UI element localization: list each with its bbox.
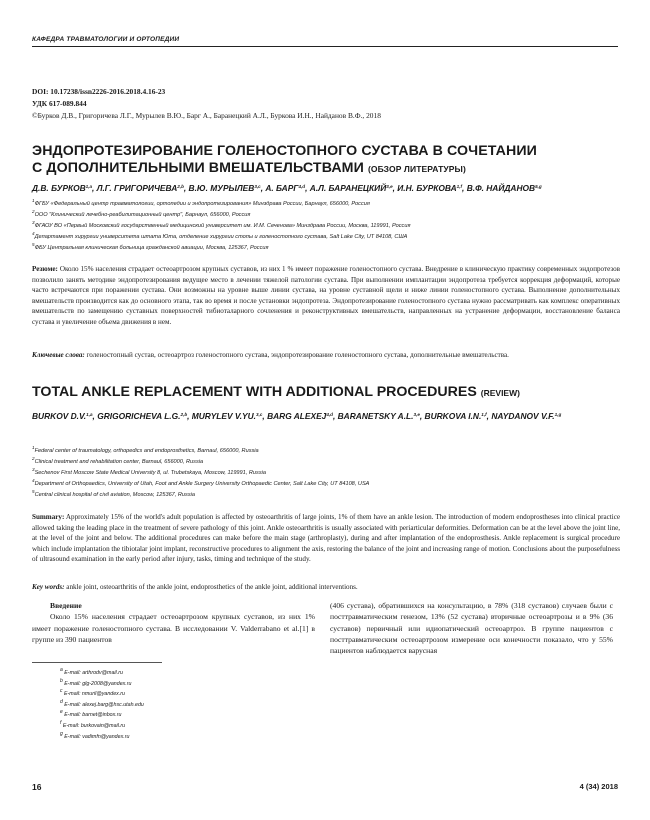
footnote: $^f$ E-mail: burkovain@mail.ru bbox=[60, 719, 126, 729]
abstract-ru-text: Около 15% населения страдает остеоартрозом крупных суставов, из них 1 % имеет поражение голеностопного сустава. Внедрение в клиническую практику современных эндопротезов позволило занять методике эндопротезирования ведущее место в лечении тяжелой патологии сустава. При выполнении имплантации эндопротеза требуется коррекция деформаций, которые часто встречаются при поражении сустава. Они возможны на уровне выше линии сустава, на уровне суставной щели и ниже линии голеностопного сустава. Выполнение дополнительных вмешательств производится как до основного этапа, так во время и после установки эндопротеза. Эндопротезирование голеностопного сустава нужно рассматривать как комплекс оперативных вмешательств по замещению суставных поверхностей тибиоталарного сочленения и реконструктивных вмешательств, направленных на устранение деформации, восстановление баланса сустава и увеличение объема движения в нем. bbox=[32, 265, 620, 326]
affiliation: $^4$Department of Orthopaedics, University of Utah, Foot and Ankle Surgery University Orthopaedic Center, Salt Lake City, UT 84108, USA bbox=[32, 478, 370, 487]
title-russian bbox=[32, 143, 617, 178]
affiliation: $^2$Clinical treatment and rehabilitation center, Barnaul, 656000, Russia bbox=[32, 456, 204, 465]
footnotes bbox=[60, 668, 144, 742]
email-link[interactable]: E-mail: barnet@inbox.ru bbox=[64, 712, 122, 719]
author: А.Л. БАРАНЕЦКИЙ$^{3,e}$, bbox=[309, 183, 395, 193]
abstract-english bbox=[32, 512, 620, 565]
affiliation: $^2$ООО "Клинический лечебно-реабилитационный центр", Барнаул, 656000, Россия bbox=[32, 209, 251, 218]
author: BARG ALEXEJ$^{4,d}$, bbox=[267, 411, 336, 421]
keywords-en-text: ankle joint, osteoarthritis of the ankle joint, endoprosthetics of the ankle joint, additional interventions. bbox=[66, 583, 358, 591]
abstract-ru-label: Резюме: bbox=[32, 265, 58, 273]
title-en-main: TOTAL ANKLE REPLACEMENT WITH ADDITIONAL PROCEDURES bbox=[32, 384, 477, 400]
footnote: $^e$ E-mail: barnet@inbox.ru bbox=[60, 709, 122, 719]
email-link[interactable]: E-mail: alexej.barg@hsc.utah.edu bbox=[64, 701, 144, 708]
affiliation: $^1$Federal center of traumatology, orthopedics and endoprosthetics, Barnaul, 656000, Russia bbox=[32, 445, 259, 454]
udk: УДК 617-089.844 bbox=[32, 99, 87, 109]
email-link[interactable]: E-mail: vadimfn@yandex.ru bbox=[64, 733, 130, 740]
affiliation: $^3$Sechenov First Moscow State Medical University 8, ul. Trubetskaya, Moscow, 119991, Russia bbox=[32, 467, 266, 476]
footnote: $^d$ E-mail: alexej.barg@hsc.utah.edu bbox=[60, 698, 144, 708]
title-en-subtitle: (REVIEW) bbox=[480, 388, 520, 398]
author: И.Н. БУРКОВА$^{1,f}$, bbox=[397, 183, 465, 193]
title-ru-subtitle: (ОБЗОР ЛИТЕРАТУРЫ) bbox=[367, 164, 466, 174]
author: MURYLEV V.YU.$^{3,c}$, bbox=[191, 411, 265, 421]
article-meta bbox=[32, 86, 381, 123]
keywords-ru-label: Ключевые слова: bbox=[32, 351, 85, 359]
footnote: $^c$ E-mail: nmuril@yandex.ru bbox=[60, 688, 125, 698]
affiliation: $^5$Central clinical hospital of civil aviation, Moscow, 125367, Russia bbox=[32, 489, 195, 498]
email-link[interactable]: E-mail: burkovain@mail.ru bbox=[62, 722, 126, 729]
issue-label: 4 (34) 2018 bbox=[579, 782, 618, 791]
summary-label: Summary: bbox=[32, 513, 65, 521]
keywords-en-label: Key words: bbox=[32, 583, 65, 591]
footnote: $^b$ E-mail: glg-2008@yandex.ru bbox=[60, 677, 132, 687]
title-ru-line1: ЭНДОПРОТЕЗИРОВАНИЕ ГОЛЕНОСТОПНОГО СУСТАВА В СОЧЕТАНИИ bbox=[32, 143, 537, 159]
journal-section-label: КАФЕДРА ТРАВМАТОЛОГИИ И ОРТОПЕДИИ bbox=[32, 36, 180, 43]
affiliation: $^3$ФГАОУ ВО «Первый Московский государственный медицинский университет им. И.М. Сеченова» Минздрава России, Москва, 119991, Россия bbox=[32, 220, 411, 229]
author: BURKOV D.V.$^{1,a}$, bbox=[32, 411, 95, 421]
keywords-ru-text: голеностопный сустав, остеоартроз голеностопного сустава, эндопротезирование голеностопного сустава, дополнительные вмешательства. bbox=[86, 351, 509, 359]
summary-text: Approximately 15% of the world's adult population is affected by osteoarthritis of large joints, 1% of them have an ankle lesion. The introduction of modern endoprostheses into clinical practice allowed taking the leading place in the treatment of severe pathology of this joint. Ankle osteoarthritis is usually associated with periarticular deformities. Deformation can be at the level above the joint line, at the level of the joint and below. The additional procedures can make before the main stage (arthroplasty), during and after implantation of the endoprosthesis. Ankle replacement is surgical procedure which include implantation the tibiotalar joint implant, reconstructive procedures to alignment the axis, restoring the balance of the joint and increasing range of motion. Conclusions about the purposefulness of ultrasound examination in the early period after injury, tasks, timing and technique of the study. bbox=[32, 513, 620, 564]
keywords-english bbox=[32, 582, 620, 593]
author: А. БАРГ$^{4,d}$, bbox=[265, 183, 308, 193]
authors-english bbox=[32, 410, 622, 423]
affiliation: $^5$ФБУ Центральная клиническая больница гражданской авиации, Москва, 125367, Россия bbox=[32, 242, 269, 251]
keywords-russian bbox=[32, 350, 620, 361]
page-number: 16 bbox=[32, 782, 42, 792]
footnote: $^a$ E-mail: arthrodv@mail.ru bbox=[60, 667, 123, 676]
header-divider bbox=[32, 46, 618, 47]
email-link[interactable]: E-mail: glg-2008@yandex.ru bbox=[64, 680, 132, 687]
doi: DOI: 10.17238/issn2226-2016.2018.4.16-23 bbox=[32, 87, 166, 96]
author: Д.В. БУРКОВ$^{1,a}$, bbox=[32, 183, 95, 193]
author: NAYDANOV V.F.$^{1,g}$ bbox=[491, 411, 562, 421]
author: Л.Г. ГРИГОРИЧЕВА$^{2,b}$, bbox=[96, 183, 187, 193]
affiliation: $^1$ФГБУ «Федеральный центр травматологии, ортопедии и эндопротезирования» Минздрава России, Барнаул, 656000, Россия bbox=[32, 198, 370, 207]
footnote-divider bbox=[32, 662, 162, 663]
author: В.Ю. МУРЫЛЕВ$^{3,c}$, bbox=[188, 183, 264, 193]
affiliation: $^4$Департамент хирургии университета штата Юта, отделение хирургии стопы и голеностопного сустава, Salt Lake City, UT 84108, США bbox=[32, 231, 408, 240]
body-paragraph: (406 сустава), обратившихся на консультацию, в 78% (318 суставов) случаев были с посттравматическим генезом, 13% (52 сустава) вторичные остеоартрозы и в 9% (36 суставов) первичный или идиопатический остеоартроз. В группе пациентов с посттравматическим остеоартрозом измерение оси конечности показало, что у 55% пациентов наблюдается варусная bbox=[330, 601, 613, 656]
footnote: $^g$ E-mail: vadimfn@yandex.ru bbox=[60, 730, 130, 740]
author: В.Ф. НАЙДАНОВ$^{5,g}$ bbox=[466, 183, 542, 193]
body-column-right bbox=[330, 600, 613, 656]
author: GRIGORICHEVA L.G.$^{2,b}$, bbox=[97, 411, 190, 421]
affiliations-russian bbox=[32, 199, 622, 254]
author: BARANETSKY A.L.$^{3,e}$, bbox=[337, 411, 423, 421]
copyright: ©Бурков Д.В., Григоричева Л.Г., Мурылев В.Ю., Барг А., Баранецкий А.Л., Буркова И.Н., Найданов В.Ф., 2018 bbox=[32, 111, 381, 121]
email-link[interactable]: E-mail: nmuril@yandex.ru bbox=[63, 691, 125, 698]
author: BURKOVA I.N.$^{1,f}$, bbox=[424, 411, 489, 421]
email-link[interactable]: E-mail: arthrodv@mail.ru bbox=[64, 670, 123, 676]
abstract-russian bbox=[32, 264, 620, 328]
introduction-heading: Введение bbox=[50, 601, 82, 610]
title-ru-line2: С ДОПОЛНИТЕЛЬНЫМИ ВМЕШАТЕЛЬСТВАМИ bbox=[32, 160, 364, 176]
authors-russian bbox=[32, 182, 622, 194]
body-column-left bbox=[32, 600, 315, 645]
title-english bbox=[32, 384, 617, 402]
body-paragraph: Около 15% населения страдает остеоартрозом крупных суставов, из них 1% имеет поражение голеностопного сустава. В исследовании V. Valderrabano et al.[1] в группе из 390 пациентов bbox=[32, 612, 315, 644]
affiliations-english bbox=[32, 446, 622, 501]
